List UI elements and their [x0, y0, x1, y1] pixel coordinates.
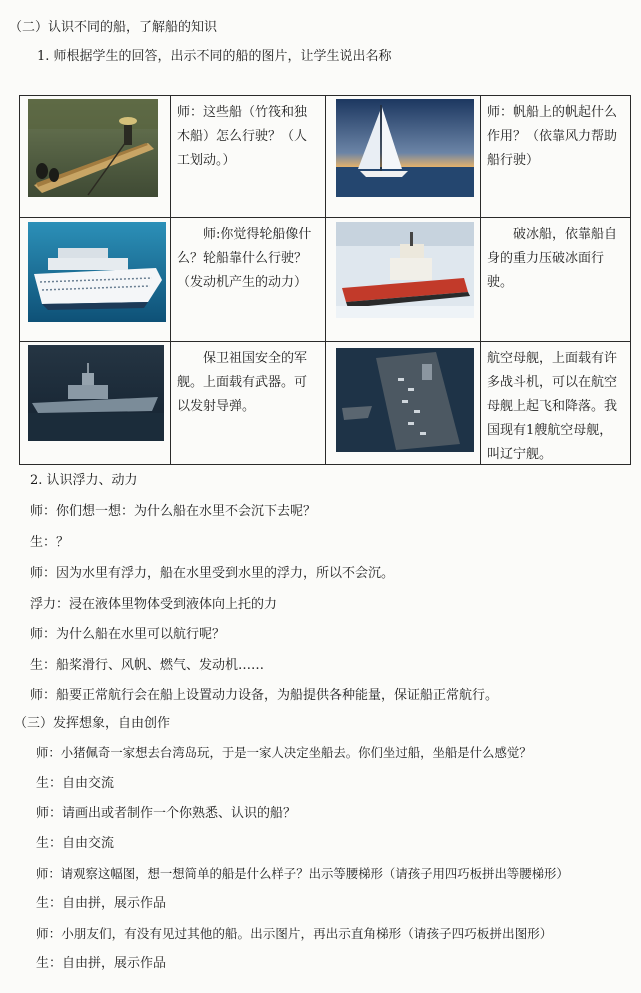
icebreaker-text-cell: [481, 218, 630, 342]
text-line: 生：？: [30, 535, 70, 550]
text-line: 师：为什么船在水里可以航行呢？: [30, 627, 226, 642]
text-line: 生：自由拼，展示作品: [36, 896, 167, 911]
aircraft-carrier-description: 航空母舰，上面载有许多战斗机，可以在航空母舰上起飞和降落。我国现有1艘航空母舰，叫辽宁舰。: [487, 351, 618, 462]
warship-text-cell: [171, 342, 326, 464]
item-2-heading: 2. 认识浮力、动力: [30, 473, 138, 488]
text-line: 浮力：浸在液体里物体受到液体向上托的力: [30, 597, 278, 612]
text-line: 师：因为水里有浮力，船在水里受到水里的浮力，所以不会沉。: [30, 566, 395, 581]
sailboat-description: 师：帆船上的帆起什么作用？（依靠风力帮助船行驶）: [487, 105, 618, 168]
text-line: 师：船要正常航行会在船上设置动力设备，为船提供各种能量，保证船正常航行。: [30, 688, 499, 703]
text-line: 生：自由交流: [36, 836, 115, 851]
warship-photo-cell: [20, 342, 171, 464]
section-heading-3: （三）发挥想象，自由创作: [14, 716, 171, 731]
warship-image: [28, 345, 164, 441]
text-line: 师：小朋友们，有没有见过其他的船。出示图片，再出示直角梯形（请孩子四巧板拼出图形）: [36, 926, 553, 941]
item-1-heading: 1. 师根据学生的回答，出示不同的船的图片，让学生说出名称: [37, 49, 392, 64]
icebreaker-photo-cell: [326, 218, 481, 342]
text-line: 生：自由交流: [36, 776, 115, 791]
sailboat-text-cell: [481, 96, 630, 218]
bamboo-raft-text-cell: [171, 96, 326, 218]
text-line: 师：小猪佩奇一家想去台湾岛玩，于是一家人决定坐船去。你们坐过船，坐船是什么感觉？: [36, 745, 532, 760]
aircraft-carrier-image: [336, 348, 474, 452]
sailboat-photo-cell: [326, 96, 481, 218]
text-line: 师：请观察这幅图，想一想简单的船是什么样子？出示等腰梯形（请孩子用四巧板拼出等腰梯形）: [36, 866, 569, 881]
cruise-ship-description: 师:你觉得轮船像什么？轮船靠什么行驶？（发动机产生的动力）: [177, 227, 312, 290]
cruise-ship-photo-cell: [20, 218, 171, 342]
text-line: 师：请画出或者制作一个你熟悉、认识的船？: [36, 806, 297, 821]
text-line: 生：自由拼，展示作品: [36, 956, 167, 971]
cruise-ship-image: [28, 222, 166, 322]
bamboo-raft-photo-cell: [20, 96, 171, 218]
aircraft-carrier-photo-cell: [326, 342, 481, 464]
aircraft-carrier-text-cell: [481, 342, 630, 464]
warship-description: 保卫祖国安全的军舰。上面载有武器。可以发射导弹。: [177, 351, 308, 414]
bamboo-raft-description: 师：这些船（竹筏和独木船）怎么行驶？（人工划动。）: [177, 105, 308, 168]
section-heading-2: （二）认识不同的船，了解船的知识: [9, 20, 218, 35]
icebreaker-image: [336, 222, 474, 318]
text-line: 师：你们想一想：为什么船在水里不会沉下去呢？: [30, 504, 317, 519]
text-line: 生：船桨滑行、风帆、燃气、发动机……: [30, 658, 265, 673]
boats-table: [19, 95, 631, 465]
bamboo-raft-image: [28, 99, 158, 197]
icebreaker-description: 破冰船，依靠船自身的重力压破冰面行驶。: [487, 227, 618, 290]
cruise-ship-text-cell: [171, 218, 326, 342]
sailboat-image: [336, 99, 474, 197]
